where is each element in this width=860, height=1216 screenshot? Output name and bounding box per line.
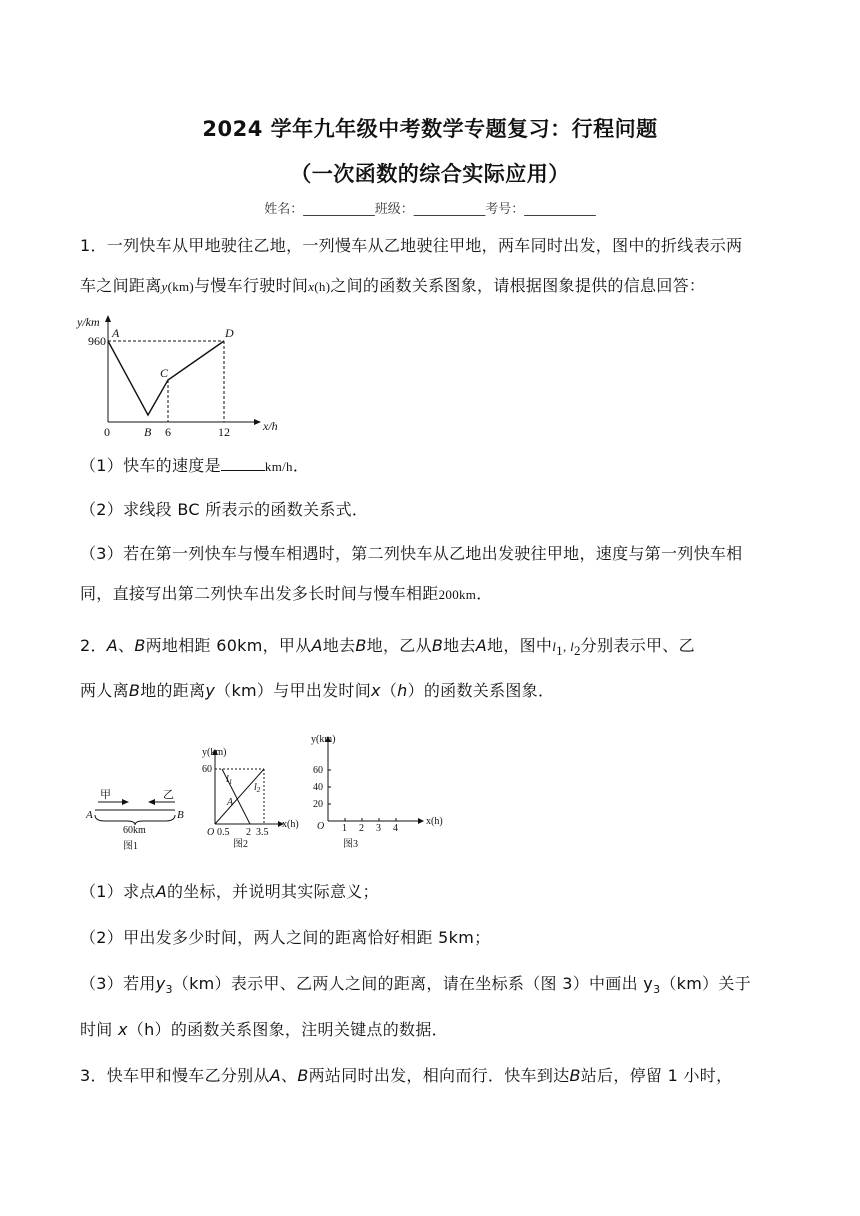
fig1-jia-arrowhead xyxy=(122,799,129,805)
q2-intro: 2．A、B两地相距 60km，甲从A地去B地，乙从B地去A地，图中$l_1$, $l_2$分别表示甲、乙 两人离B地的距离y（km）与甲出发时间x（h）的函数关系图象． xyxy=(80,636,695,701)
q2-part1 xyxy=(80,872,785,912)
q3-text-a: 3．快车甲和慢车乙分别从 xyxy=(80,1066,270,1085)
q2-b3: B xyxy=(431,636,444,655)
student-info-line xyxy=(0,198,860,217)
g1-y-label: y/km xyxy=(77,315,100,329)
q2-part3-text-c: （km）关于 xyxy=(660,974,752,993)
q2-part3 xyxy=(80,964,785,1050)
fig3-tick-3: 3 xyxy=(376,823,381,834)
fig3-tick-2: 2 xyxy=(359,823,364,834)
g1-x-label: x/h xyxy=(263,419,278,433)
q2-text-e: 地去 xyxy=(443,636,476,655)
q2-text-d: 地，乙从 xyxy=(366,636,432,655)
q2-l2: l xyxy=(570,639,574,654)
fig3-tick-20: 20 xyxy=(313,799,323,810)
fig3-tick-1: 1 xyxy=(342,823,347,834)
q2-text-2d: （ xyxy=(380,681,398,701)
fig3-y-label: y(km) xyxy=(311,734,336,745)
fig1-caption: 图1 xyxy=(123,841,138,852)
g1-tick-6: 6 xyxy=(165,425,171,439)
q3-b: B xyxy=(297,1066,309,1085)
q1-part1 xyxy=(80,446,785,487)
q2-l1: l xyxy=(552,639,557,654)
fig3-tick-60: 60 xyxy=(313,765,323,776)
number-label: 考号： xyxy=(485,202,525,217)
q2-text-2c: （km）与甲出发时间 xyxy=(215,681,372,701)
number-blank[interactable]: ___________ xyxy=(524,202,596,217)
q1-part3 xyxy=(80,534,785,615)
fig2-tick-35: 3.5 xyxy=(256,827,269,838)
fig2-l2 xyxy=(215,769,264,824)
g1-point-a: A xyxy=(112,326,120,340)
q2-text-2b: 地的距离 xyxy=(140,681,206,701)
q3-text-c: 站后，停留 1 小时， xyxy=(580,1066,733,1085)
q2-a3: A xyxy=(475,636,488,655)
q1-unit-km: (km) xyxy=(167,279,195,294)
q2-figure-2 xyxy=(200,742,310,852)
fig1-a: A xyxy=(86,809,93,821)
name-blank[interactable]: ___________ xyxy=(303,202,375,217)
fig3-x-label: x(h) xyxy=(426,816,443,827)
q1-part3-text-b1: 同，直接写出第二列快车出发多长时间与慢车相距 xyxy=(80,584,439,603)
q2-part1-text-a: （1）求点 xyxy=(80,882,156,901)
q1-part1-end: ． xyxy=(292,456,310,475)
q3-text-b: 两站同时出发，相向而行．快车到达 xyxy=(308,1066,570,1085)
q2-a2: A xyxy=(311,636,323,655)
q2-text-c: 地去 xyxy=(322,636,356,655)
fig2-l1-label: $l_1$ xyxy=(226,774,233,786)
q3-sep: 、 xyxy=(281,1066,298,1085)
q2-part3-text-a: （3）若用 xyxy=(80,974,156,993)
g1-tick-12: 12 xyxy=(218,425,230,439)
q2-sep: 、 xyxy=(118,636,135,655)
fig3-tick-4: 4 xyxy=(393,823,398,834)
q1-part1-blank[interactable] xyxy=(221,456,265,471)
q2-part4-text-a: 时间 xyxy=(80,1020,118,1040)
q2-part3-y: y xyxy=(155,974,166,993)
fig3-caption: 图3 xyxy=(343,839,358,850)
fig2-origin: O xyxy=(207,827,215,838)
q1-intro-text-b3: 之间的函数关系图象，请根据图象提供的信息回答： xyxy=(330,276,706,295)
q1-intro xyxy=(80,226,785,307)
q2-part4-x: x xyxy=(118,1020,128,1040)
g1-y-arrow xyxy=(105,315,111,322)
fig1-b: B xyxy=(177,809,184,821)
fig3-x-arrow xyxy=(418,818,424,824)
class-blank[interactable]: ___________ xyxy=(413,202,486,217)
g1-point-c: C xyxy=(160,366,169,380)
q1-part1-text: （1）快车的速度是 xyxy=(80,456,221,475)
fig2-l2-label: $l_2$ xyxy=(254,782,261,794)
q2-x: x xyxy=(371,681,381,701)
q2-part3-text-b: （km）表示甲、乙两人之间的距离，请在坐标系（图 3）中画出 y xyxy=(172,974,654,993)
q3-a: A xyxy=(269,1066,282,1085)
q1-intro-text-b2: 与慢车行驶时间 xyxy=(194,276,309,295)
q2-part1-a: A xyxy=(155,882,167,901)
q2-l2-sub: 2 xyxy=(573,643,581,659)
fig3-origin: O xyxy=(317,821,325,832)
page-title: 2024 学年九年级中考数学专题复习：行程问题 xyxy=(202,117,658,141)
q2-b4: B xyxy=(128,681,141,701)
fig2-point-a: A xyxy=(227,797,234,808)
q2-part1-text-b: 的坐标，并说明其实际意义； xyxy=(166,882,379,901)
q2-part3-sub2: 3 xyxy=(653,983,661,997)
q3-b2: B xyxy=(569,1066,581,1085)
q2-b: B xyxy=(134,636,146,655)
fig2-x-label: x(h) xyxy=(282,819,299,830)
q2-l1-sub: 1 xyxy=(556,643,563,659)
fig2-y-tick: 60 xyxy=(202,764,212,775)
g1-point-d: D xyxy=(225,326,234,340)
q2-num: 2． xyxy=(80,636,107,655)
g1-y-tick: 960 xyxy=(88,334,106,348)
q1-part3-val: 200km xyxy=(438,587,477,602)
q1-intro-text-b1: 车之间距离 xyxy=(80,276,162,295)
name-label: 姓名： xyxy=(264,202,304,217)
q2-part3-sub: 3 xyxy=(165,983,173,997)
g1-x-arrow xyxy=(254,419,261,425)
q1-var-x: x xyxy=(308,279,315,294)
q2-text-2a: 两人离 xyxy=(80,681,129,701)
fig1-dist: 60km xyxy=(123,825,146,836)
q2-figure-1 xyxy=(85,785,205,855)
fig1-brace xyxy=(95,815,175,825)
fig1-yi-arrowhead xyxy=(148,799,155,805)
class-label: 班级： xyxy=(374,202,414,217)
q2-text-f: 地，图中 xyxy=(487,636,553,655)
q2-a: A xyxy=(106,636,119,655)
q1-unit-h: (h) xyxy=(314,279,331,294)
fig2-tick-2: 2 xyxy=(246,827,251,838)
q2-text-b: 两地相距 60km，甲从 xyxy=(145,636,312,655)
q2-part4-text-b: （h）的函数关系图象，注明关键点的数据． xyxy=(127,1020,448,1040)
q2-figure-3 xyxy=(308,728,458,853)
q2-part2: （2）甲出发多少时间，两人之间的距离恰好相距 5km； xyxy=(80,928,491,947)
q1-intro-text-a: 1．一列快车从甲地驶往乙地，一列慢车从乙地驶往甲地，两车同时出发，图中的折线表示两 xyxy=(80,236,743,255)
q1-part3-text-a: （3）若在第一列快车与慢车相遇时，第二列快车从乙地出发驶往甲地，速度与第一列快车相 xyxy=(80,544,743,563)
q1-part2: （2）求线段 BC 所表示的函数关系式． xyxy=(80,500,369,519)
fig1-jia: 甲 xyxy=(100,789,111,801)
g1-tick-0: 0 xyxy=(104,425,110,439)
fig2-caption: 图2 xyxy=(233,839,248,850)
fig3-tick-40: 40 xyxy=(313,782,323,793)
page-subtitle: （一次函数的综合实际应用） xyxy=(290,162,570,186)
q1-var-y: y xyxy=(161,279,168,294)
fig2-tick-05: 0.5 xyxy=(217,827,230,838)
fig1-yi: 乙 xyxy=(163,789,174,801)
q2-text-2e: ）的函数关系图象． xyxy=(407,681,555,701)
q1-distance-graph xyxy=(75,312,278,442)
g1-tick-b: B xyxy=(144,425,152,439)
fig2-y-label: y(km) xyxy=(202,747,227,758)
q2-b2: B xyxy=(355,636,367,655)
q2-h: h xyxy=(397,681,408,701)
q3-intro xyxy=(80,1056,785,1096)
q1-part3-end: ． xyxy=(476,584,493,603)
q2-text-g: 分别表示甲、乙 xyxy=(580,636,695,655)
q2-y: y xyxy=(205,681,216,701)
q1-part1-unit: km/h xyxy=(264,459,293,474)
